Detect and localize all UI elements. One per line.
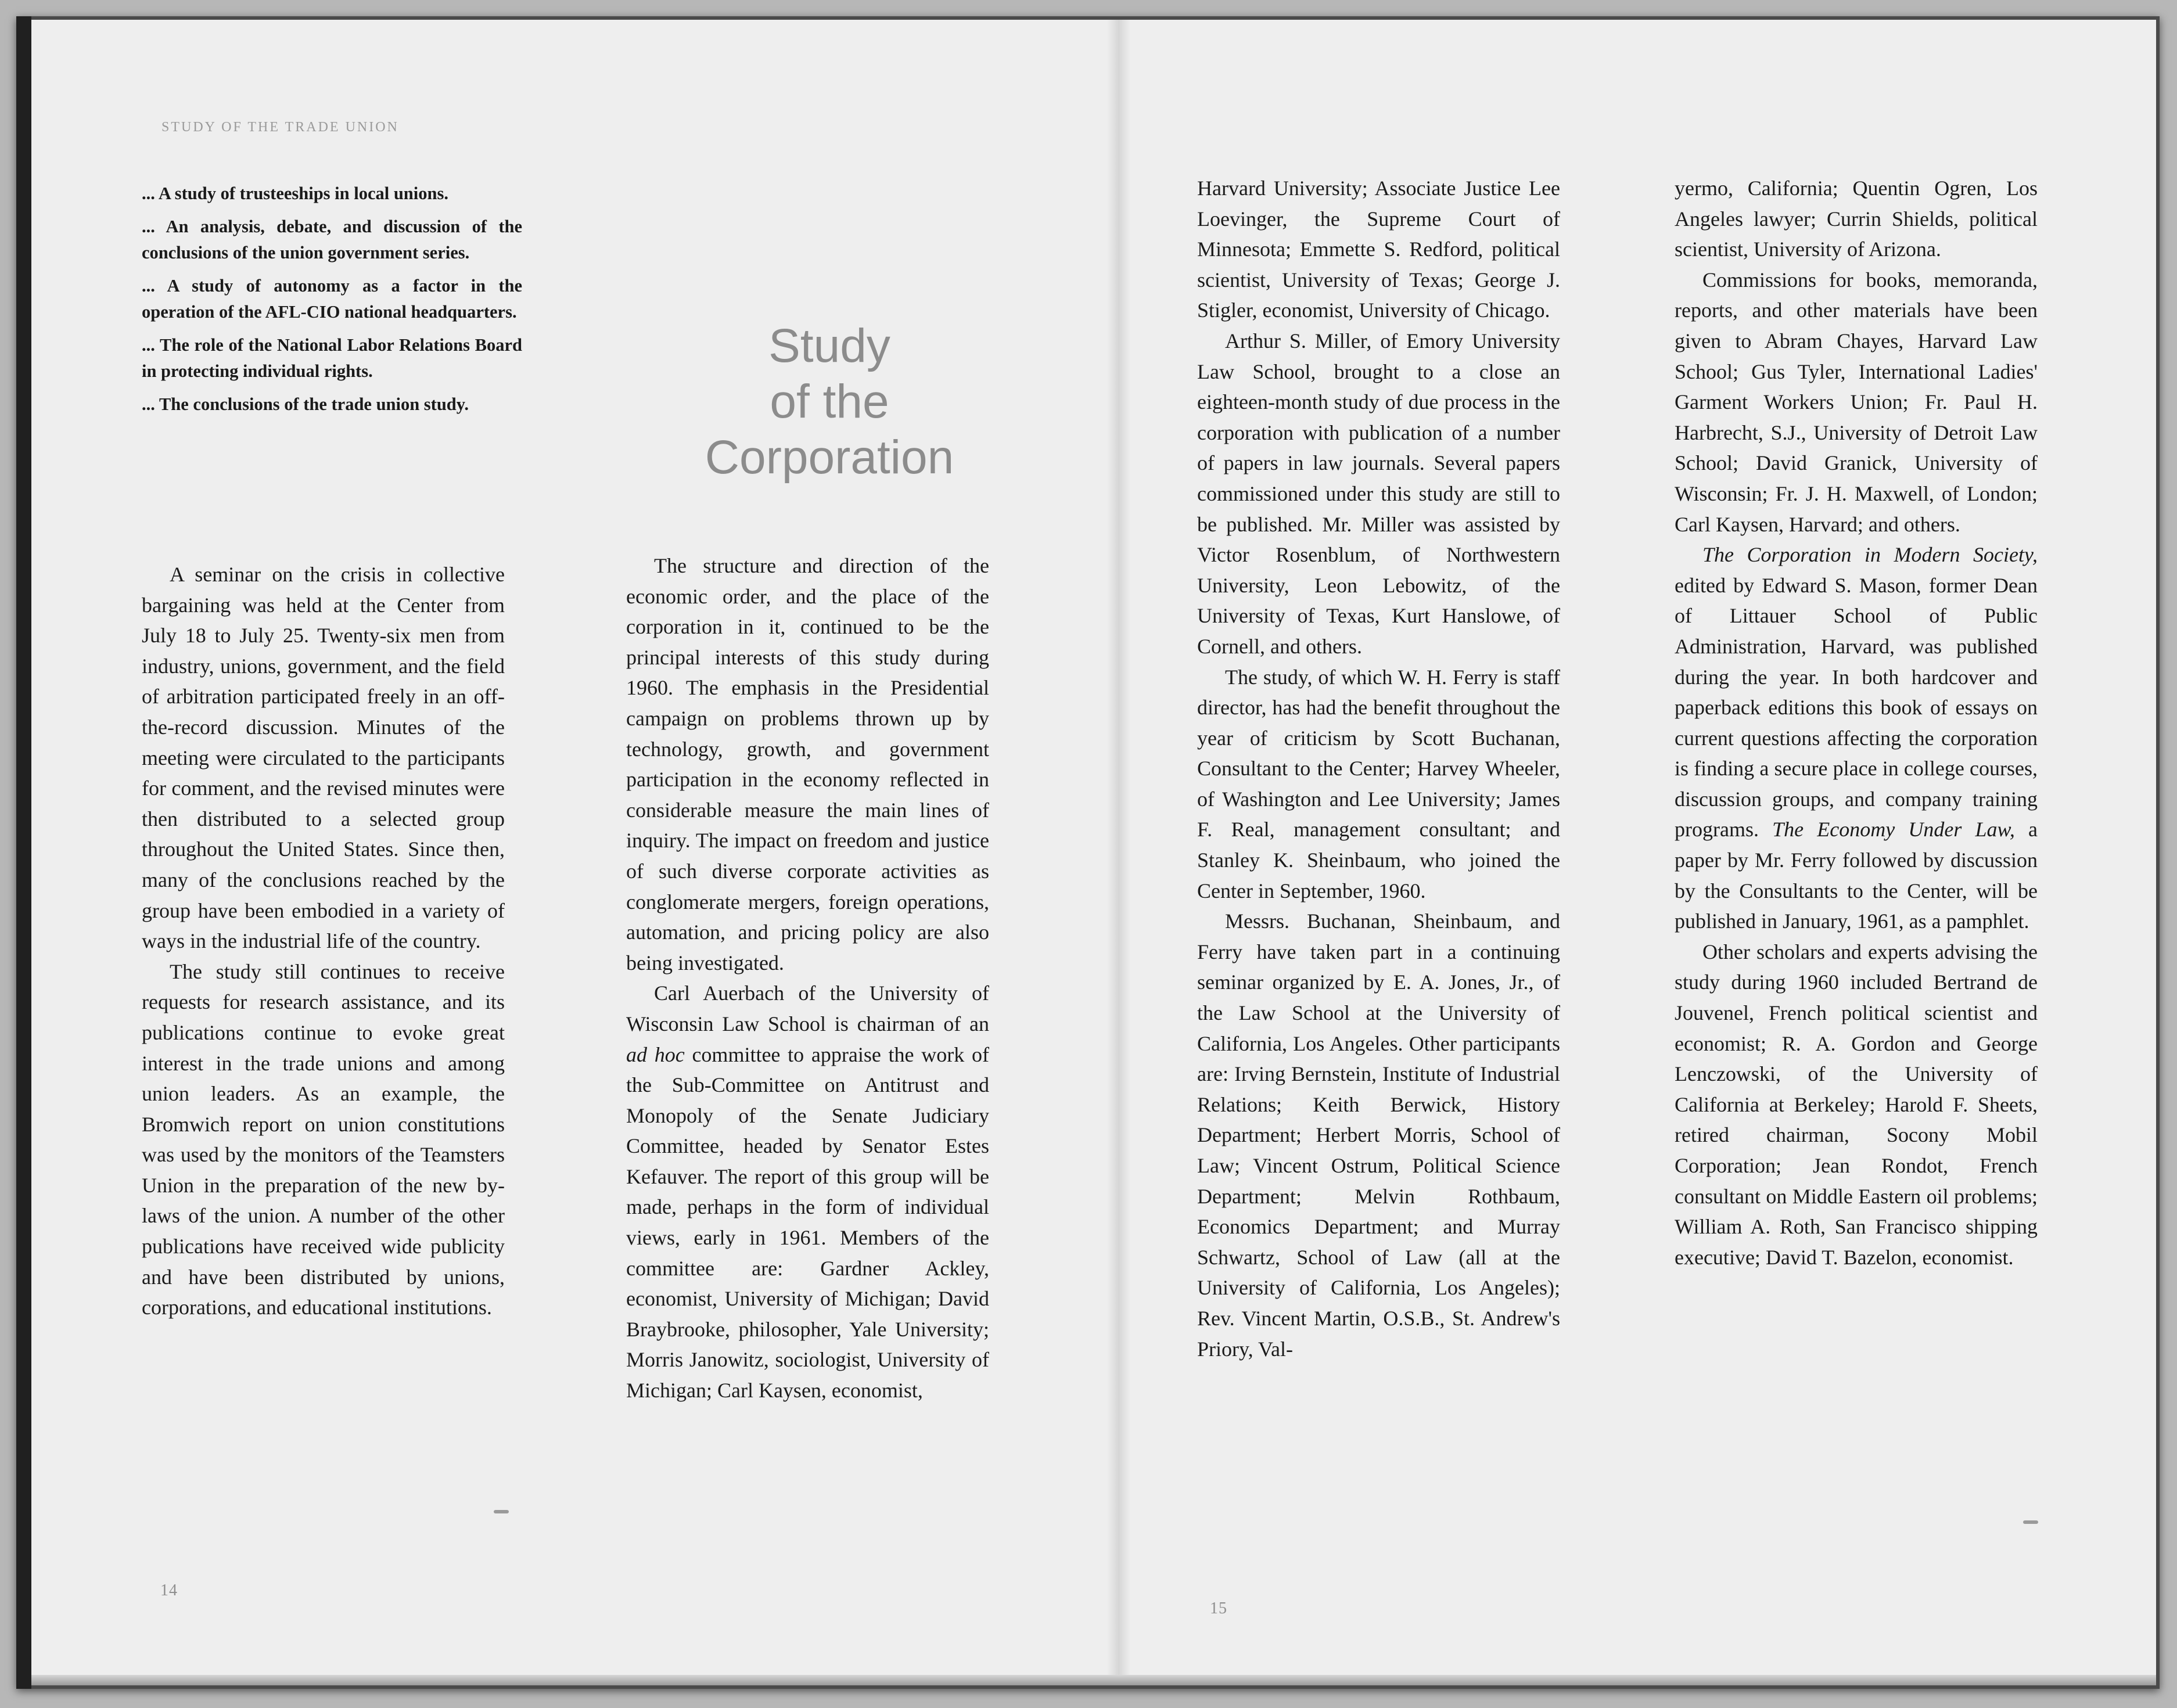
paragraph: The structure and direction of the economic order, and the place of the corporation in it, continued to be the principal interests of this study during 1960. The emphasis in the Presidential campaign on problems thrown up by technology, growth, and government participation in the economy reflected in considerable measure the main lines of inquiry. The impact on freedom and justice of such diverse corporate activities as conglomerate mergers, foreign operations, automation, and pricing policy are also being investigated.: [626, 554, 989, 975]
column-3: [1197, 173, 1560, 1364]
section-title-line: Corporation: [705, 431, 954, 484]
paragraph: A seminar on the crisis in collective bargaining was held at the Center from July 18 to July 25. Twenty-six men from industry, unions, government, and the field of arbitration participated freely in an off-the-record discussion. Minutes of the meeting were circulated to the participants for comment, and the revised minutes were then distributed to a selected group throughout the United States. Since then, many of the conclusions reached by the group have been embodied in a variety of ways in the industrial life of the country.: [142, 563, 505, 953]
text-run: committee to appraise the work of the Sub-Committee on Antitrust and Monopoly of the Senate Judiciary Committee, headed by Senator Estes Kefauver. The report of this group will be made, perhaps in the form of individual views, early in 1961. Members of the committee are: Gardner Ackley, economist, University of Michigan; David Braybrooke, philosopher, Yale University; Morris Janowitz, sociologist, University of Michigan; Carl Kaysen, economist,: [626, 1042, 989, 1403]
section-title-line: Study: [768, 319, 890, 372]
column-4: [1675, 173, 2038, 1272]
page-edge: [31, 1675, 2156, 1685]
section-title: [626, 318, 1033, 486]
column-1: [142, 559, 505, 1323]
page-number: 15: [1210, 1599, 1227, 1617]
book-spread: [16, 16, 2160, 1689]
bullet-item: ... The conclusions of the trade union study.: [142, 394, 469, 414]
bullet-item: ... A study of autonomy as a factor in the operation of the AFL-CIO national headquarters.: [142, 276, 522, 322]
section-title-line: of the: [770, 375, 889, 428]
bullet-list: [142, 181, 522, 425]
paragraph: [626, 978, 989, 1405]
paragraph: Harvard University; Associate Justice Lee Loevinger, the Supreme Court of Minnesota; Emmette S. Redford, political scientist, University of Texas; George J. Stigler, economist, University of Chicago.: [1197, 177, 1560, 322]
paragraph: Messrs. Buchanan, Sheinbaum, and Ferry have taken part in a continuing seminar organized by E. A. Jones, Jr., of the Law School at the University of California, Los Angeles. Other participants are: Irving Bernstein, Institute of Industrial Relations; Keith Berwick, History Department; Herbert Morris, School of Law; Vincent Ostrum, Political Science Department; Melvin Rothbaum, Economics Department; and Murray Schwartz, School of Law (all at the University of California, Los Angeles); Rev. Vincent Martin, O.S.B., St. Andrew's Priory, Val-: [1197, 909, 1560, 1361]
paragraph: Commissions for books, memoranda, reports, and other materials have been given to Abram Chayes, Harvard Law School; Gus Tyler, International Ladies' Garment Workers Union; Fr. Paul H. Harbrecht, S.J., University of Detroit Law School; David Granick, University of Wisconsin; Fr. J. H. Maxwell, of London; Carl Kaysen, Harvard; and others.: [1675, 268, 2038, 536]
text-run: Carl Auerbach of the University of Wisconsin Law School is chairman of an: [626, 981, 989, 1035]
paragraph: The study, of which W. H. Ferry is staff director, has had the benefit throughout the year of criticism by Scott Buchanan, Consultant to the Center; Harvey Wheeler, of Washington and Lee University; James F. Real, management consultant; and Stanley K. Sheinbaum, who joined the Center in September, 1960.: [1197, 665, 1560, 902]
end-mark: [494, 1510, 509, 1513]
bullet-item: ... A study of trusteeships in local unions.: [142, 184, 448, 203]
italic-title: The Economy Under Law,: [1772, 818, 2015, 842]
end-mark: [2023, 1520, 2038, 1524]
italic-title: The Corporation in Modern Society,: [1702, 543, 2038, 567]
text-run: edited by Edward S. Mason, former Dean of Littauer School of Public Administration, Harvard, was published during the year. In both hardcover and paperback editions this book of essays on current questions affecting the corporation is finding a secure place in college courses, discussion groups, and company training programs.: [1675, 573, 2038, 842]
text-run: a paper by Mr. Ferry followed by discussion by the Consultants to the Center, will be published in January, 1961, as a pamphlet.: [1675, 818, 2038, 933]
italic-term: ad hoc: [626, 1042, 685, 1066]
paragraph: [1675, 540, 2038, 937]
bullet-item: ... An analysis, debate, and discussion of the conclusions of the union government series.: [142, 217, 522, 263]
bullet-item: ... The role of the National Labor Relations Board in protecting individual rights.: [142, 335, 522, 381]
paragraph: Arthur S. Miller, of Emory University Law School, brought to a close an eighteen-month study of due process in the corporation with publication of a number of papers in law journals. Several papers commissioned under this study are still to be published. Mr. Miller was assisted by Victor Rosenblum, of Northwestern University, Leon Lebowitz, of the University of Texas, Kurt Hanslowe, of Cornell, and others.: [1197, 329, 1560, 658]
paragraph: yermo, California; Quentin Ogren, Los Angeles lawyer; Currin Shields, political scientist, University of Arizona.: [1675, 177, 2038, 261]
book-gutter: [1107, 20, 1130, 1685]
paragraph: The study still continues to receive requests for research assistance, and its publications continue to evoke great interest in the trade unions and among union leaders. As an example, the Bromwich report on union constitutions was used by the monitors of the Teamsters Union in the preparation of the new by-laws of the union. A number of the other publications have received wide publicity and have been distributed by unions, corporations, and educational institutions.: [142, 959, 505, 1319]
paragraph: Other scholars and experts advising the study during 1960 included Bertrand de Jouvenel, French political scientist and economist; R. A. Gordon and George Lenczowski, of the University of California at Berkeley; Harold F. Sheets, retired chairman, Socony Mobil Corporation; Jean Rondot, French consultant on Middle Eastern oil problems; William A. Roth, San Francisco shipping executive; David T. Bazelon, economist.: [1675, 940, 2038, 1269]
page-number: 14: [160, 1581, 178, 1599]
running-head: STUDY OF THE TRADE UNION: [161, 120, 399, 135]
column-2: [626, 551, 989, 1406]
